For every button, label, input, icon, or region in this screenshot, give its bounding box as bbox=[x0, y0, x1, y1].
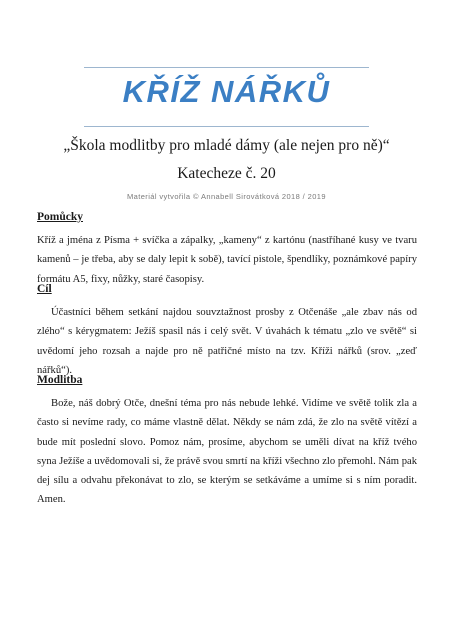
section-prayer bbox=[37, 374, 417, 510]
section-goal bbox=[37, 283, 417, 380]
prayer-paragraph: Bože, náš dobrý Otče, dnešní téma pro nás nebude lehké. Vidíme ve světě tolik zla a často si nevíme rady, co máme vlastně dělat. Někdy se nám zdá, že zlo na světě vítězí a bude mít poslední slovo. Pomoz nám, prosíme, abychom se uměli dívat na kříž tvého syna Ježíše a uvědomovali si, že právě svou smrtí na kříži všechno zlo přemohl. Nám pak dej sílu a odvahu překonávat to zlo, se kterým se setkáváme a umíme si s ním poradit. Amen. bbox=[37, 398, 417, 506]
section-heading-prayer: Modlitba bbox=[37, 374, 83, 386]
catechesis-number: Katecheze č. 20 bbox=[177, 165, 276, 182]
page-title: KŘÍŽ NÁŘKŮ bbox=[122, 74, 331, 109]
tools-paragraph: Kříž a jména z Písma + svíčka a zápalky, „kameny“ z kartónu (nastříhané kusy ve tvaru kamenů – je třeba, aby se daly lepit k sobě), tavící pistole, špendlíky, poznámkové papíry formátu A5, fixy, nůžky, staré časopisy. bbox=[37, 235, 417, 285]
subtitle: „Škola modlitby pro mladé dámy (ale nejen pro ně)“ bbox=[63, 137, 390, 154]
goal-paragraph: Účastníci během setkání najdou souvztažnost prosby z Otčenáše „ale zbav nás od zlého“ s kérygmatem: Ježíš spasil nás i celý svět. V úvahách k tématu „zlo ve světě“ si uvědomí jeho rozsah a najde pro ně patřičné místo na tzv. Kříži nářků (srov. „zeď nářků“). bbox=[37, 307, 417, 376]
title-bottom-rule bbox=[84, 126, 369, 127]
section-tools bbox=[37, 211, 417, 289]
section-heading-tools: Pomůcky bbox=[37, 211, 83, 223]
title-top-rule bbox=[84, 67, 369, 68]
section-heading-goal: Cíl bbox=[37, 283, 52, 295]
author-credit: Materiál vytvořila © Annabell Sirovátková 2018 / 2019 bbox=[127, 192, 326, 201]
